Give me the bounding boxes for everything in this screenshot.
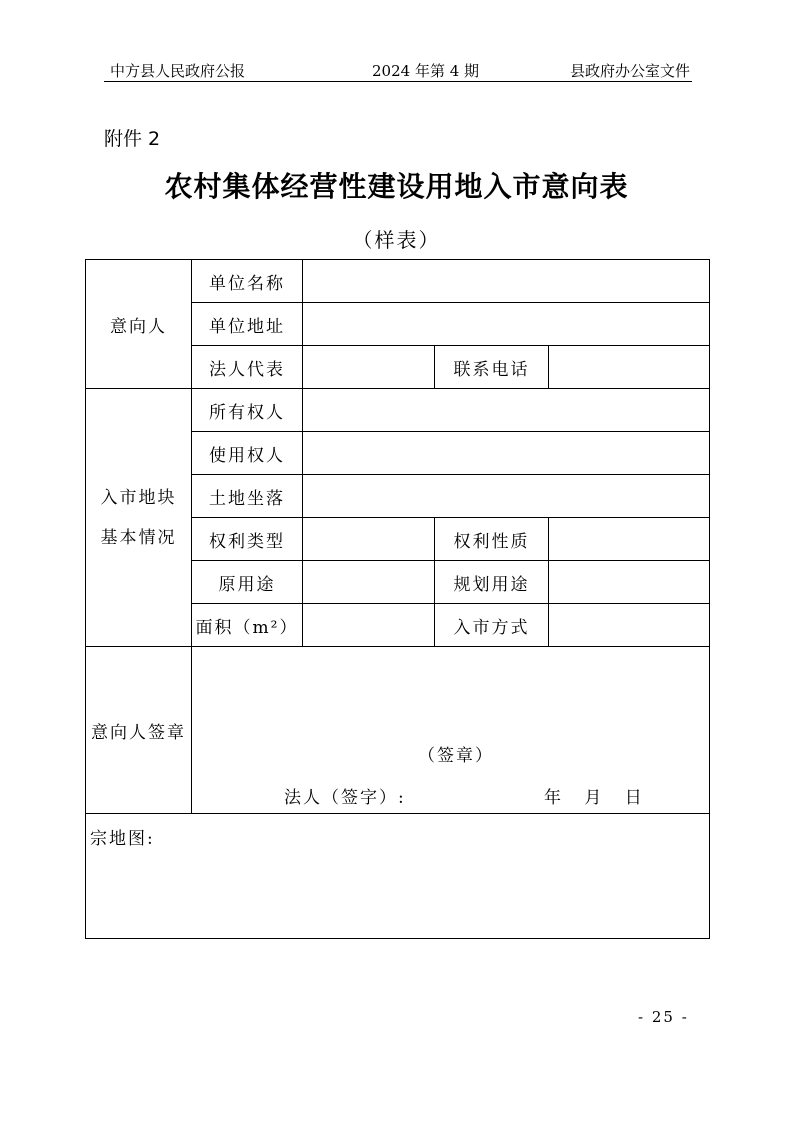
contact-phone-field[interactable] <box>549 346 710 389</box>
header-document-type: 县政府办公室文件 <box>569 62 690 80</box>
plot-group-label-line2: 基本情况 <box>100 527 177 548</box>
market-method-label: 入市方式 <box>435 604 549 647</box>
location-field[interactable] <box>303 475 710 518</box>
right-nature-field[interactable] <box>549 518 710 561</box>
planned-use-field[interactable] <box>549 561 710 604</box>
header-bulletin-name: 中方县人民政府公报 <box>110 62 246 80</box>
date-label: 年 月 日 <box>544 788 644 808</box>
legal-rep-label: 法人代表 <box>192 346 303 389</box>
legal-rep-field[interactable] <box>303 346 435 389</box>
attachment-label: 附件 2 <box>104 128 161 150</box>
intention-form-table <box>85 259 710 939</box>
user-field[interactable] <box>303 432 710 475</box>
right-nature-label: 权利性质 <box>435 518 549 561</box>
contact-phone-label: 联系电话 <box>435 346 549 389</box>
right-type-label: 权利类型 <box>192 518 303 561</box>
signature-group-label: 意向人签章 <box>86 647 192 814</box>
unit-address-field[interactable] <box>303 303 710 346</box>
user-label: 使用权人 <box>192 432 303 475</box>
area-label: 面积（m²） <box>192 604 303 647</box>
owner-label: 所有权人 <box>192 389 303 432</box>
signature-area[interactable] <box>192 647 710 814</box>
original-use-field[interactable] <box>303 561 435 604</box>
legal-signature-label: 法人（签字）: <box>284 788 406 808</box>
form-subtitle: （样表） <box>352 228 441 252</box>
page-number: - 25 - <box>638 1008 689 1026</box>
parcel-map-label: 宗地图: <box>90 829 155 849</box>
seal-label: （签章） <box>418 746 494 766</box>
plot-group-label-line1: 入市地块 <box>100 487 177 508</box>
unit-address-label: 单位地址 <box>192 303 303 346</box>
header-issue: 2024 年第 4 期 <box>372 62 480 80</box>
form-title: 农村集体经营性建设用地入市意向表 <box>164 170 629 203</box>
page-header <box>104 57 692 82</box>
right-type-field[interactable] <box>303 518 435 561</box>
location-label: 土地坐落 <box>192 475 303 518</box>
applicant-group-label: 意向人 <box>86 260 192 389</box>
market-method-field[interactable] <box>549 604 710 647</box>
parcel-map-area[interactable] <box>86 814 710 939</box>
owner-field[interactable] <box>303 389 710 432</box>
original-use-label: 原用途 <box>192 561 303 604</box>
unit-name-label: 单位名称 <box>192 260 303 303</box>
plot-group-label <box>86 389 192 647</box>
area-field[interactable] <box>303 604 435 647</box>
planned-use-label: 规划用途 <box>435 561 549 604</box>
unit-name-field[interactable] <box>303 260 710 303</box>
